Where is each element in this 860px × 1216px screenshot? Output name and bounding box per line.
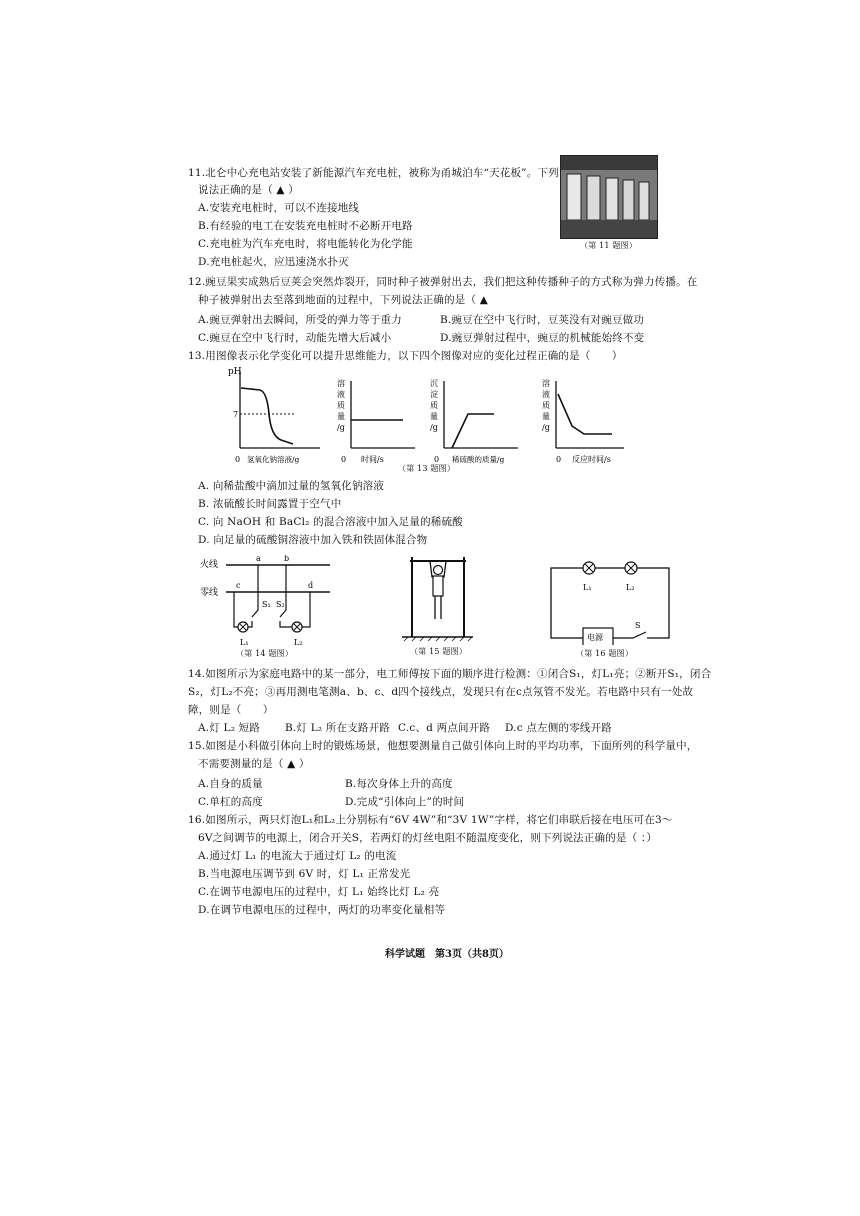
- person-body: [433, 576, 443, 596]
- switch-s2: [280, 565, 286, 617]
- q11-stem-line2: 说法正确的是（ ▲ ）: [198, 184, 299, 196]
- ylabel-1: 沉: [430, 379, 438, 388]
- s1-label: S₁: [262, 600, 271, 609]
- ylabel-2: 液: [542, 390, 550, 399]
- xlabel: 稀硫酸的质量/g: [452, 455, 505, 464]
- q14-option-b: B.灯 L₂ 所在支路开路: [285, 722, 391, 734]
- q14-option-c: C.c、d 两点间开路: [398, 722, 491, 734]
- q12-option-c: C.豌豆在空中飞行时，动能先增大后减小: [198, 332, 392, 344]
- point-a: a: [256, 555, 261, 563]
- q14-stem-line2: S₂，灯L₂不亮；③再用测电笔测a、b、c、d四个接线点，发现只有在c点氖管不发光。若电路中只有一处故: [188, 686, 694, 698]
- switch-s1: [252, 565, 258, 617]
- fig16-caption: （第 16 题图）: [576, 649, 634, 658]
- q15-option-d: D.完成“引体向上”的时间: [345, 796, 465, 808]
- ylabel-5: /g: [337, 423, 345, 432]
- ylabel-3: 质: [337, 401, 345, 410]
- q14-stem-line3: 障，则是（ ）: [188, 704, 274, 716]
- ylabel-2: 液: [337, 390, 345, 399]
- q13-graph-solution-time: [335, 376, 420, 468]
- origin: 0: [556, 455, 562, 464]
- fig16-series-circuit: [545, 560, 675, 645]
- q12-option-b: B.豌豆在空中飞行时，豆荚没有对豌豆做功: [440, 314, 645, 326]
- q13-option-a: A. 向稀盐酸中滴加过量的氢氧化钠溶液: [198, 480, 385, 492]
- fig15-caption: （第 15 题图）: [410, 647, 468, 656]
- q14-option-a: A.灯 L₂ 短路: [198, 722, 261, 734]
- s-label: S: [635, 621, 641, 630]
- origin: 0: [235, 455, 241, 464]
- l1-label: L₁: [240, 638, 249, 647]
- s2-label: S₂: [276, 600, 285, 609]
- q12-stem-line1: 12.豌豆果实成熟后豆荚会突然炸裂开，同时种子被弹射出去，我们把这种传播种子的方式称为弹力传播。在: [188, 276, 698, 288]
- person-legs: [435, 596, 441, 619]
- charging-station-drawing: [561, 156, 657, 238]
- q11-stem-line1: 11.北仑中心充电站安装了新能源汽车充电桩，被称为甬城泊车“天花板”。下列: [188, 167, 559, 179]
- ylabel-1: 溶: [542, 379, 550, 388]
- q13-graph-precipitate: [428, 376, 523, 468]
- fig14-caption: （第 14 题图）: [236, 649, 294, 658]
- q13-option-c: C. 向 NaOH 和 BaCl₂ 的混合溶液中加入足量的稀硫酸: [198, 516, 463, 528]
- precipitate-curve: [452, 414, 494, 448]
- ylabel-4: 量: [337, 412, 345, 421]
- ylabel-4: 量: [542, 412, 550, 421]
- person-head: [434, 566, 443, 575]
- point-d: d: [308, 581, 314, 590]
- q16-option-b: B.当电源电压调节到 6V 时，灯 L₁ 正常发光: [198, 868, 411, 880]
- charging-station-photo: [560, 155, 658, 239]
- q13-option-b: B. 浓硫酸长时间露置于空气中: [198, 498, 342, 510]
- xlabel: 时间/s: [361, 455, 384, 464]
- q15-option-c: C.单杠的高度: [198, 796, 263, 808]
- ylabel-3: 质: [430, 401, 438, 410]
- q16-option-a: A.通过灯 L₁ 的电流大于通过灯 L₂ 的电流: [198, 850, 397, 862]
- page-footer: 科学试题 第3页（共8页）: [385, 949, 509, 960]
- l1-label: L₁: [583, 583, 592, 592]
- q12-option-d: D.豌豆弹射过程中，豌豆的机械能始终不变: [440, 332, 645, 344]
- ylabel-5: /g: [430, 423, 438, 432]
- ylabel-4: 量: [430, 412, 438, 421]
- q13-graph-ph: [225, 366, 325, 466]
- neutral-wire-label: 零线: [200, 588, 219, 598]
- q13-figure-caption: （第 13 题图）: [398, 464, 456, 473]
- q13-graph-reaction-time: [540, 376, 630, 468]
- origin: 0: [341, 455, 347, 464]
- xlabel: 氢氧化钠溶液/g: [247, 455, 300, 464]
- q15-stem-line2: 不需要测量的是（ ▲ ）: [198, 758, 310, 770]
- xlabel: 反应时间/s: [572, 455, 611, 464]
- origin: 0: [434, 455, 440, 464]
- ylabel-3: 质: [542, 401, 550, 410]
- ylabel-1: 溶: [337, 379, 345, 388]
- l2-label: L₂: [626, 583, 635, 592]
- q12-stem-line2: 种子被弹射出去至落到地面的过程中，下列说法正确的是（ ▲: [198, 294, 489, 306]
- ylabel-2: 淀: [430, 390, 438, 399]
- fire-wire-label: 火线: [200, 560, 219, 570]
- point-b: b: [284, 555, 290, 563]
- ylabel-5: /g: [542, 423, 550, 432]
- point-c: c: [236, 581, 241, 590]
- q13-stem: 13.用图像表示化学变化可以提升思维能力，以下四个图像对应的变化过程正确的是（ ）: [188, 350, 623, 362]
- source-label: 电源: [587, 633, 603, 642]
- q11-option-a: A.安装充电桩时，可以不连接地线: [198, 202, 360, 214]
- q11-option-d: D.充电桩起火，应迅速浇水扑灭: [198, 256, 349, 268]
- q15-option-a: A.自身的质量: [198, 778, 263, 790]
- q14-stem-line1: 14.如图所示为家庭电路中的某一部分，电工师傅按下面的顺序进行检测：①闭合S₁，灯L₁亮；②断开S₁，闭合: [188, 668, 712, 680]
- l2-label: L₂: [294, 638, 303, 647]
- ylabel: pH: [228, 367, 242, 377]
- q16-option-c: C.在调节电源电压的过程中，灯 L₁ 始终比灯 L₂ 亮: [198, 886, 440, 898]
- q15-stem-line1: 15.如图是小科做引体向上时的锻炼场景，他想要测量自己做引体向上时的平均功率，下面所列的科学量中，: [188, 740, 698, 752]
- reaction-curve: [558, 394, 612, 434]
- ph-curve: [241, 388, 293, 444]
- q14-option-d: D.c 点左侧的零线开路: [505, 722, 612, 734]
- q11-figure-caption: （第 11 题图）: [580, 241, 638, 250]
- q13-option-d: D. 向足量的硫酸铜溶液中加入铁和铁固体混合物: [198, 534, 428, 546]
- q16-stem-line1: 16.如图所示，两只灯泡L₁和L₂上分别标有“6V 4W”和“3V 1W”字样，将它们串联后接在电压可在3～: [188, 814, 673, 826]
- q12-option-a: A.豌豆弹射出去瞬间，所受的弹力等于重力: [198, 314, 402, 326]
- q11-option-c: C.充电桩为汽车充电时，将电能转化为化学能: [198, 238, 413, 250]
- fig14-household-circuit: [200, 555, 335, 650]
- q16-stem-line2: 6V之间调节的电源上，闭合开关S，若两灯的灯丝电阻不随温度变化，则下列说法正确的是（ ：）: [198, 832, 658, 844]
- q15-option-b: B.每次身体上升的高度: [345, 778, 453, 790]
- fig15-pullup-scene: [400, 553, 475, 643]
- q11-option-b: B.有经验的电工在安装充电桩时不必断开电路: [198, 220, 413, 232]
- q16-option-d: D.在调节电源电压的过程中，两灯的功率变化量相等: [198, 904, 446, 916]
- mark-seven: 7: [233, 410, 239, 419]
